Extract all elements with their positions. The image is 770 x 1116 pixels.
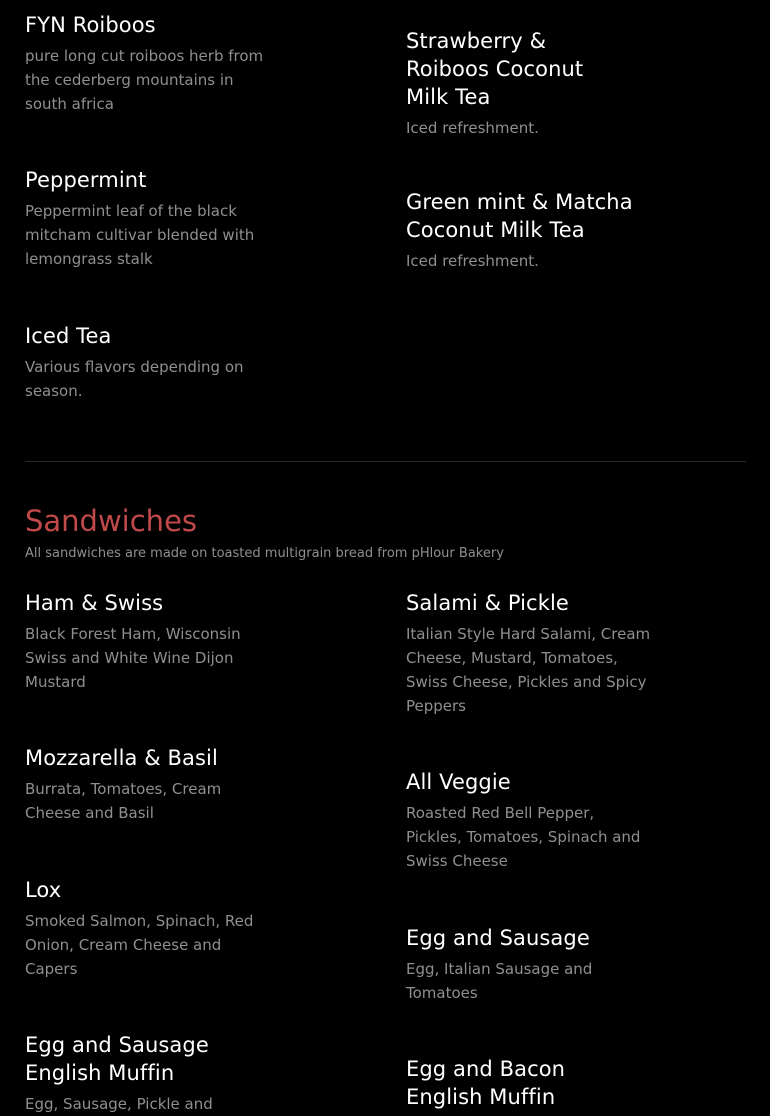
menu-item-egg-sausage-english-muffin (25, 1031, 240, 1116)
item-name: Egg and Sausage (406, 926, 590, 950)
menu-item-iced-tea (25, 322, 265, 403)
item-description: pure long cut roiboos herb from the cederberg mountains in south africa (25, 47, 264, 113)
item-name: Ham & Swiss (25, 591, 164, 615)
section-subtitle: All sandwiches are made on toasted multigrain bread from pHlour Bakery (25, 546, 504, 561)
item-name: Peppermint (25, 168, 147, 192)
item-name: Mozzarella & Basil (25, 746, 218, 770)
item-name: Egg and Sausage English Muffin (25, 1033, 209, 1085)
menu-item-peppermint (25, 166, 265, 271)
item-name: Strawberry & Roiboos Coconut Milk Tea (406, 29, 584, 109)
menu-item-all-veggie (406, 768, 646, 873)
menu-item-salami-pickle (406, 589, 656, 718)
menu-item-green-mint-matcha-coconut-milk-tea (406, 188, 656, 273)
item-description: Egg, Sausage, Pickle and (25, 1095, 213, 1113)
item-description: Various flavors depending on season. (25, 358, 244, 400)
menu-item-egg-bacon-english-muffin (406, 1055, 606, 1116)
menu-item-strawberry-roiboos-coconut-milk-tea (406, 27, 616, 140)
item-name: Salami & Pickle (406, 591, 569, 615)
item-name: Iced Tea (25, 324, 112, 348)
item-description: Roasted Red Bell Pepper, Pickles, Tomatoes, Spinach and Swiss Cheese (406, 804, 641, 870)
item-description: Iced refreshment. (406, 119, 539, 137)
item-description: Iced refreshment. (406, 252, 539, 270)
item-name: Lox (25, 878, 62, 902)
item-description: Burrata, Tomatoes, Cream Cheese and Basil (25, 780, 222, 822)
item-description: Black Forest Ham, Wisconsin Swiss and White Wine Dijon Mustard (25, 625, 241, 691)
section-divider (25, 461, 746, 462)
menu-item-mozzarella-basil (25, 744, 265, 825)
item-description: Smoked Salmon, Spinach, Red Onion, Cream Cheese and Capers (25, 912, 254, 978)
menu-item-fyn-roiboos (25, 11, 265, 116)
item-description: Italian Style Hard Salami, Cream Cheese, Mustard, Tomatoes, Swiss Cheese, Pickles and Spicy Peppers (406, 625, 651, 715)
item-description: Egg, Italian Sausage and Tomatoes (406, 960, 593, 1002)
menu-item-egg-sausage (406, 924, 606, 1005)
section-title-sandwiches: Sandwiches (25, 504, 198, 538)
item-name: All Veggie (406, 770, 511, 794)
item-name: Egg and Bacon English Muffin (406, 1057, 566, 1109)
menu-item-ham-swiss (25, 589, 265, 694)
item-name: FYN Roiboos (25, 13, 156, 37)
item-description: Peppermint leaf of the black mitcham cultivar blended with lemongrass stalk (25, 202, 255, 268)
menu-item-lox (25, 876, 270, 981)
item-name: Green mint & Matcha Coconut Milk Tea (406, 190, 633, 242)
